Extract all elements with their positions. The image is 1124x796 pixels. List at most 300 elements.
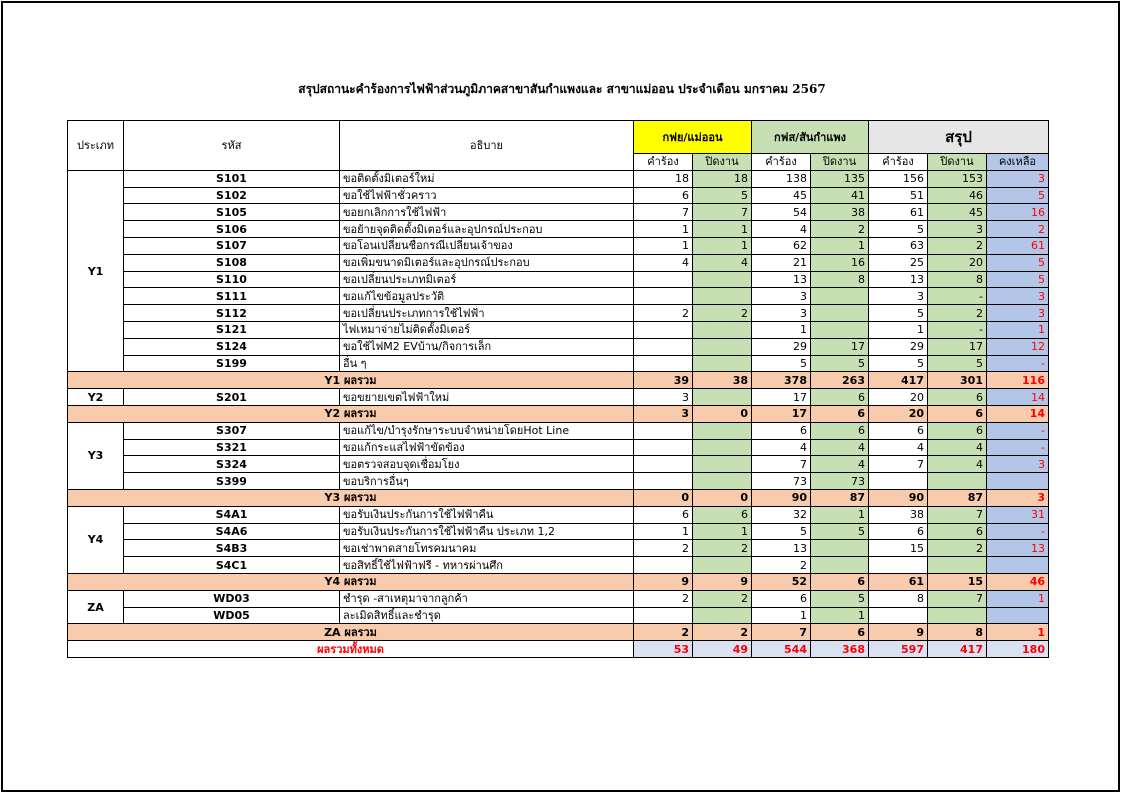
type-cell: Y2 bbox=[68, 389, 124, 406]
remaining-cell: 1 bbox=[987, 590, 1049, 607]
a-closed-cell: 2 bbox=[693, 305, 752, 322]
table-row bbox=[68, 305, 1049, 322]
a-closed-cell bbox=[693, 321, 752, 338]
desc-cell: ขอติดตั้งมิเตอร์ใหม่ bbox=[340, 170, 634, 187]
desc-cell: ขอบริการอื่นๆ bbox=[340, 473, 634, 490]
remaining-cell: 2 bbox=[987, 221, 1049, 238]
s-req-cell: 29 bbox=[869, 338, 928, 355]
subtotal-remaining: 14 bbox=[987, 405, 1049, 422]
remaining-cell: 5 bbox=[987, 254, 1049, 271]
subtotal-a-req: 3 bbox=[634, 405, 693, 422]
header-group-sankamphaeng: กฟส/สันกำแพง bbox=[752, 121, 869, 154]
grand-total-a-req: 53 bbox=[634, 641, 693, 658]
s-req-cell: 5 bbox=[869, 305, 928, 322]
a-closed-cell: 7 bbox=[693, 204, 752, 221]
table-row bbox=[68, 590, 1049, 607]
subtotal-a-req: 0 bbox=[634, 489, 693, 506]
a-closed-cell: 18 bbox=[693, 170, 752, 187]
a-closed-cell: 4 bbox=[693, 254, 752, 271]
s-req-cell: 8 bbox=[869, 590, 928, 607]
s-req-cell: 63 bbox=[869, 237, 928, 254]
a-closed-cell bbox=[693, 355, 752, 372]
desc-cell: ขอรับเงินประกันการใช้ไฟฟ้าคืน ประเภท 1,2 bbox=[340, 523, 634, 540]
subtotal-label: Y1 ผลรวม bbox=[68, 372, 634, 389]
remaining-cell bbox=[987, 473, 1049, 490]
b-req-cell: 62 bbox=[752, 237, 811, 254]
desc-cell: ชำรุด -สาเหตุมาจากลูกค้า bbox=[340, 590, 634, 607]
a-closed-cell: 6 bbox=[693, 506, 752, 523]
grand-total-s-req: 597 bbox=[869, 641, 928, 658]
b-closed-cell: 73 bbox=[811, 473, 869, 490]
s-closed-cell: 8 bbox=[928, 271, 987, 288]
remaining-cell bbox=[987, 607, 1049, 624]
grand-total-a-cl: 49 bbox=[693, 641, 752, 658]
b-req-cell: 3 bbox=[752, 305, 811, 322]
subtotal-remaining: 3 bbox=[987, 489, 1049, 506]
table-row bbox=[68, 338, 1049, 355]
a-closed-cell bbox=[693, 456, 752, 473]
b-req-cell: 32 bbox=[752, 506, 811, 523]
code-cell: S307 bbox=[124, 422, 340, 439]
s-req-cell: 7 bbox=[869, 456, 928, 473]
a-closed-cell: 1 bbox=[693, 523, 752, 540]
desc-cell: ขอย้ายจุดติดตั้งมิเตอร์และอุปกรณ์ประกอบ bbox=[340, 221, 634, 238]
b-closed-cell: 5 bbox=[811, 590, 869, 607]
a-req-cell: 7 bbox=[634, 204, 693, 221]
subtotal-s-cl: 6 bbox=[928, 405, 987, 422]
b-closed-cell: 5 bbox=[811, 355, 869, 372]
desc-cell: ขอสิทธิ์ใช้ไฟฟ้าฟรี - ทหารผ่านศึก bbox=[340, 557, 634, 574]
b-closed-cell: 2 bbox=[811, 221, 869, 238]
a-closed-cell bbox=[693, 338, 752, 355]
s-closed-cell: 2 bbox=[928, 237, 987, 254]
remaining-cell: - bbox=[987, 439, 1049, 456]
a-req-cell: 4 bbox=[634, 254, 693, 271]
code-cell: WD03 bbox=[124, 590, 340, 607]
b-req-cell: 1 bbox=[752, 321, 811, 338]
b-req-cell: 5 bbox=[752, 523, 811, 540]
remaining-cell: 3 bbox=[987, 288, 1049, 305]
subtotal-b-req: 52 bbox=[752, 573, 811, 590]
a-req-cell bbox=[634, 557, 693, 574]
a-closed-cell: 1 bbox=[693, 221, 752, 238]
table-row bbox=[68, 607, 1049, 624]
table-row bbox=[68, 523, 1049, 540]
subtotal-s-req: 417 bbox=[869, 372, 928, 389]
a-req-cell: 2 bbox=[634, 590, 693, 607]
desc-cell: ขอรับเงินประกันการใช้ไฟฟ้าคืน bbox=[340, 506, 634, 523]
a-closed-cell bbox=[693, 271, 752, 288]
s-closed-cell: 6 bbox=[928, 422, 987, 439]
a-req-cell bbox=[634, 607, 693, 624]
subtotal-a-req: 39 bbox=[634, 372, 693, 389]
b-req-cell: 6 bbox=[752, 590, 811, 607]
table-row bbox=[68, 221, 1049, 238]
code-cell: S101 bbox=[124, 170, 340, 187]
table-row bbox=[68, 271, 1049, 288]
subtotal-label: Y3 ผลรวม bbox=[68, 489, 634, 506]
grand-total-row bbox=[68, 641, 1049, 658]
remaining-cell bbox=[987, 557, 1049, 574]
code-cell: S199 bbox=[124, 355, 340, 372]
header-type: ประเภท bbox=[68, 121, 124, 171]
b-req-cell: 73 bbox=[752, 473, 811, 490]
b-closed-cell: 6 bbox=[811, 422, 869, 439]
subtotal-remaining: 116 bbox=[987, 372, 1049, 389]
desc-cell: ขอใช้ไฟฟ้าชั่วคราว bbox=[340, 187, 634, 204]
subtotal-b-cl: 6 bbox=[811, 573, 869, 590]
s-closed-cell: 20 bbox=[928, 254, 987, 271]
header-a-closed: ปิดงาน bbox=[693, 154, 752, 171]
b-closed-cell: 4 bbox=[811, 439, 869, 456]
type-cell: Y4 bbox=[68, 506, 124, 573]
remaining-cell: - bbox=[987, 523, 1049, 540]
remaining-cell: 13 bbox=[987, 540, 1049, 557]
code-cell: S201 bbox=[124, 389, 340, 406]
s-req-cell: 1 bbox=[869, 321, 928, 338]
s-closed-cell bbox=[928, 607, 987, 624]
subtotal-b-req: 7 bbox=[752, 624, 811, 641]
b-closed-cell: 1 bbox=[811, 506, 869, 523]
subtotal-label: ZA ผลรวม bbox=[68, 624, 634, 641]
s-req-cell: 156 bbox=[869, 170, 928, 187]
s-closed-cell: 4 bbox=[928, 456, 987, 473]
b-closed-cell: 16 bbox=[811, 254, 869, 271]
s-closed-cell: 6 bbox=[928, 523, 987, 540]
table-row bbox=[68, 321, 1049, 338]
b-closed-cell bbox=[811, 288, 869, 305]
code-cell: S324 bbox=[124, 456, 340, 473]
a-req-cell bbox=[634, 473, 693, 490]
subtotal-s-cl: 15 bbox=[928, 573, 987, 590]
subtotal-a-req: 2 bbox=[634, 624, 693, 641]
table-row bbox=[68, 254, 1049, 271]
subtotal-row bbox=[68, 405, 1049, 422]
desc-cell: ขอเช่าพาดสายโทรคมนาคม bbox=[340, 540, 634, 557]
header-remaining: คงเหลือ bbox=[987, 154, 1049, 171]
table-row bbox=[68, 557, 1049, 574]
subtotal-remaining: 46 bbox=[987, 573, 1049, 590]
summary-table bbox=[67, 120, 1049, 658]
remaining-cell: - bbox=[987, 422, 1049, 439]
a-req-cell: 1 bbox=[634, 221, 693, 238]
desc-cell: ขอเปลี่ยนประเภทมิเตอร์ bbox=[340, 271, 634, 288]
s-closed-cell: 5 bbox=[928, 355, 987, 372]
b-req-cell: 5 bbox=[752, 355, 811, 372]
a-closed-cell: 2 bbox=[693, 590, 752, 607]
b-closed-cell: 17 bbox=[811, 338, 869, 355]
s-req-cell: 38 bbox=[869, 506, 928, 523]
code-cell: S111 bbox=[124, 288, 340, 305]
a-req-cell: 1 bbox=[634, 237, 693, 254]
b-req-cell: 21 bbox=[752, 254, 811, 271]
s-closed-cell: 3 bbox=[928, 221, 987, 238]
desc-cell: ขอแก้ไขข้อมูลประวัติ bbox=[340, 288, 634, 305]
b-closed-cell bbox=[811, 305, 869, 322]
code-cell: S4A1 bbox=[124, 506, 340, 523]
a-closed-cell bbox=[693, 557, 752, 574]
subtotal-a-cl: 2 bbox=[693, 624, 752, 641]
desc-cell: ขอเปลี่ยนประเภทการใช้ไฟฟ้า bbox=[340, 305, 634, 322]
a-req-cell: 6 bbox=[634, 187, 693, 204]
subtotal-row bbox=[68, 624, 1049, 641]
s-req-cell: 4 bbox=[869, 439, 928, 456]
remaining-cell: - bbox=[987, 355, 1049, 372]
s-closed-cell: 2 bbox=[928, 540, 987, 557]
b-req-cell: 54 bbox=[752, 204, 811, 221]
b-req-cell: 13 bbox=[752, 271, 811, 288]
table-row bbox=[68, 288, 1049, 305]
code-cell: S112 bbox=[124, 305, 340, 322]
table-row bbox=[68, 355, 1049, 372]
a-closed-cell bbox=[693, 607, 752, 624]
remaining-cell: 5 bbox=[987, 187, 1049, 204]
a-closed-cell bbox=[693, 439, 752, 456]
a-req-cell: 2 bbox=[634, 305, 693, 322]
code-cell: S110 bbox=[124, 271, 340, 288]
header-desc: อธิบาย bbox=[340, 121, 634, 171]
remaining-cell: 3 bbox=[987, 456, 1049, 473]
b-closed-cell: 6 bbox=[811, 389, 869, 406]
header-b-closed: ปิดงาน bbox=[811, 154, 869, 171]
s-closed-cell: 6 bbox=[928, 389, 987, 406]
table-row bbox=[68, 204, 1049, 221]
grand-total-label: ผลรวมทั้งหมด bbox=[68, 641, 634, 658]
desc-cell: อื่น ๆ bbox=[340, 355, 634, 372]
b-req-cell: 13 bbox=[752, 540, 811, 557]
s-closed-cell: 45 bbox=[928, 204, 987, 221]
a-req-cell bbox=[634, 288, 693, 305]
s-closed-cell bbox=[928, 557, 987, 574]
a-req-cell bbox=[634, 439, 693, 456]
b-closed-cell bbox=[811, 557, 869, 574]
grand-total-s-cl: 417 bbox=[928, 641, 987, 658]
s-closed-cell: - bbox=[928, 321, 987, 338]
code-cell: S399 bbox=[124, 473, 340, 490]
type-cell: Y1 bbox=[68, 170, 124, 372]
b-closed-cell: 8 bbox=[811, 271, 869, 288]
b-req-cell: 29 bbox=[752, 338, 811, 355]
a-req-cell bbox=[634, 271, 693, 288]
subtotal-s-req: 20 bbox=[869, 405, 928, 422]
table-row bbox=[68, 237, 1049, 254]
a-req-cell bbox=[634, 355, 693, 372]
s-closed-cell: 7 bbox=[928, 590, 987, 607]
table-row bbox=[68, 506, 1049, 523]
grand-total-b-cl: 368 bbox=[811, 641, 869, 658]
subtotal-b-cl: 6 bbox=[811, 624, 869, 641]
b-req-cell: 17 bbox=[752, 389, 811, 406]
s-req-cell: 6 bbox=[869, 523, 928, 540]
subtotal-remaining: 1 bbox=[987, 624, 1049, 641]
b-closed-cell: 135 bbox=[811, 170, 869, 187]
a-req-cell bbox=[634, 456, 693, 473]
b-closed-cell bbox=[811, 540, 869, 557]
s-req-cell: 51 bbox=[869, 187, 928, 204]
s-closed-cell: 7 bbox=[928, 506, 987, 523]
subtotal-b-req: 378 bbox=[752, 372, 811, 389]
s-req-cell bbox=[869, 557, 928, 574]
subtotal-s-req: 90 bbox=[869, 489, 928, 506]
subtotal-s-cl: 8 bbox=[928, 624, 987, 641]
b-req-cell: 138 bbox=[752, 170, 811, 187]
table-row bbox=[68, 170, 1049, 187]
subtotal-row bbox=[68, 372, 1049, 389]
code-cell: S106 bbox=[124, 221, 340, 238]
subtotal-label: Y2 ผลรวม bbox=[68, 405, 634, 422]
subtotal-b-cl: 263 bbox=[811, 372, 869, 389]
desc-cell: ขอยกเลิกการใช้ไฟฟ้า bbox=[340, 204, 634, 221]
subtotal-b-cl: 6 bbox=[811, 405, 869, 422]
s-req-cell: 5 bbox=[869, 221, 928, 238]
desc-cell: ขอแก้ไข/บำรุงรักษาระบบจำหน่ายโดยHot Line bbox=[340, 422, 634, 439]
b-closed-cell: 5 bbox=[811, 523, 869, 540]
report-title: สรุปสถานะคำร้องการไฟฟ้าส่วนภูมิภาคสาขาสันกำแพงและ สาขาแม่ออน ประจำเดือน มกราคม 2567 bbox=[298, 82, 826, 96]
code-cell: WD05 bbox=[124, 607, 340, 624]
desc-cell: ขอแก้กระแสไฟฟ้าขัดข้อง bbox=[340, 439, 634, 456]
header-a-req: คำร้อง bbox=[634, 154, 693, 171]
remaining-cell: 61 bbox=[987, 237, 1049, 254]
code-cell: S124 bbox=[124, 338, 340, 355]
s-req-cell: 15 bbox=[869, 540, 928, 557]
subtotal-s-cl: 301 bbox=[928, 372, 987, 389]
subtotal-b-req: 17 bbox=[752, 405, 811, 422]
s-req-cell: 3 bbox=[869, 288, 928, 305]
subtotal-a-cl: 0 bbox=[693, 489, 752, 506]
a-closed-cell bbox=[693, 389, 752, 406]
subtotal-label: Y4 ผลรวม bbox=[68, 573, 634, 590]
s-req-cell bbox=[869, 473, 928, 490]
s-req-cell: 6 bbox=[869, 422, 928, 439]
code-cell: S4A6 bbox=[124, 523, 340, 540]
a-req-cell: 18 bbox=[634, 170, 693, 187]
remaining-cell: 12 bbox=[987, 338, 1049, 355]
b-req-cell: 4 bbox=[752, 439, 811, 456]
code-cell: S4B3 bbox=[124, 540, 340, 557]
s-closed-cell: 153 bbox=[928, 170, 987, 187]
code-cell: S321 bbox=[124, 439, 340, 456]
remaining-cell: 3 bbox=[987, 170, 1049, 187]
a-req-cell: 6 bbox=[634, 506, 693, 523]
remaining-cell: 3 bbox=[987, 305, 1049, 322]
code-cell: S121 bbox=[124, 321, 340, 338]
remaining-cell: 16 bbox=[987, 204, 1049, 221]
desc-cell: ขอขยายเขตไฟฟ้าใหม่ bbox=[340, 389, 634, 406]
s-req-cell bbox=[869, 607, 928, 624]
b-req-cell: 2 bbox=[752, 557, 811, 574]
subtotal-row bbox=[68, 489, 1049, 506]
remaining-cell: 5 bbox=[987, 271, 1049, 288]
a-req-cell bbox=[634, 422, 693, 439]
subtotal-b-req: 90 bbox=[752, 489, 811, 506]
b-closed-cell: 4 bbox=[811, 456, 869, 473]
table-row bbox=[68, 473, 1049, 490]
type-cell: Y3 bbox=[68, 422, 124, 489]
s-closed-cell: 46 bbox=[928, 187, 987, 204]
desc-cell: ขอตรวจสอบจุดเชื่อมโยง bbox=[340, 456, 634, 473]
desc-cell: ละเมิดสิทธิ์และชำรุด bbox=[340, 607, 634, 624]
subtotal-s-cl: 87 bbox=[928, 489, 987, 506]
desc-cell: ขอเพิ่มขนาดมิเตอร์และอุปกรณ์ประกอบ bbox=[340, 254, 634, 271]
s-closed-cell: 4 bbox=[928, 439, 987, 456]
s-closed-cell: 2 bbox=[928, 305, 987, 322]
s-closed-cell bbox=[928, 473, 987, 490]
a-req-cell bbox=[634, 321, 693, 338]
b-closed-cell bbox=[811, 321, 869, 338]
b-closed-cell: 38 bbox=[811, 204, 869, 221]
subtotal-s-req: 61 bbox=[869, 573, 928, 590]
s-req-cell: 25 bbox=[869, 254, 928, 271]
type-cell: ZA bbox=[68, 590, 124, 624]
table-row bbox=[68, 187, 1049, 204]
remaining-cell: 1 bbox=[987, 321, 1049, 338]
remaining-cell: 14 bbox=[987, 389, 1049, 406]
b-closed-cell: 1 bbox=[811, 607, 869, 624]
header-code: รหัส bbox=[124, 121, 340, 171]
a-closed-cell: 2 bbox=[693, 540, 752, 557]
subtotal-a-cl: 9 bbox=[693, 573, 752, 590]
b-closed-cell: 1 bbox=[811, 237, 869, 254]
table-body bbox=[68, 170, 1049, 657]
grand-total-b-req: 544 bbox=[752, 641, 811, 658]
subtotal-s-req: 9 bbox=[869, 624, 928, 641]
a-req-cell: 1 bbox=[634, 523, 693, 540]
b-req-cell: 1 bbox=[752, 607, 811, 624]
s-req-cell: 13 bbox=[869, 271, 928, 288]
subtotal-b-cl: 87 bbox=[811, 489, 869, 506]
s-req-cell: 20 bbox=[869, 389, 928, 406]
subtotal-row bbox=[68, 573, 1049, 590]
grand-total-rem: 180 bbox=[987, 641, 1049, 658]
b-req-cell: 4 bbox=[752, 221, 811, 238]
code-cell: S107 bbox=[124, 237, 340, 254]
a-req-cell bbox=[634, 338, 693, 355]
s-req-cell: 5 bbox=[869, 355, 928, 372]
a-closed-cell: 5 bbox=[693, 187, 752, 204]
header-b-req: คำร้อง bbox=[752, 154, 811, 171]
code-cell: S108 bbox=[124, 254, 340, 271]
a-closed-cell bbox=[693, 288, 752, 305]
a-closed-cell: 1 bbox=[693, 237, 752, 254]
subtotal-a-cl: 0 bbox=[693, 405, 752, 422]
table-row bbox=[68, 439, 1049, 456]
desc-cell: ไฟเหมาจ่ายไม่ติดตั้งมิเตอร์ bbox=[340, 321, 634, 338]
desc-cell: ขอใช้ไฟM2 EVบ้าน/กิจการเล็ก bbox=[340, 338, 634, 355]
code-cell: S105 bbox=[124, 204, 340, 221]
table-row bbox=[68, 389, 1049, 406]
header-s-req: คำร้อง bbox=[869, 154, 928, 171]
a-closed-cell bbox=[693, 422, 752, 439]
subtotal-a-req: 9 bbox=[634, 573, 693, 590]
s-closed-cell: - bbox=[928, 288, 987, 305]
a-req-cell: 3 bbox=[634, 389, 693, 406]
remaining-cell: 31 bbox=[987, 506, 1049, 523]
a-closed-cell bbox=[693, 473, 752, 490]
header-group-summary: สรุป bbox=[869, 121, 1049, 154]
table-row bbox=[68, 540, 1049, 557]
code-cell: S102 bbox=[124, 187, 340, 204]
s-req-cell: 61 bbox=[869, 204, 928, 221]
header-s-closed: ปิดงาน bbox=[928, 154, 987, 171]
table-row bbox=[68, 422, 1049, 439]
b-req-cell: 45 bbox=[752, 187, 811, 204]
a-req-cell: 2 bbox=[634, 540, 693, 557]
code-cell: S4C1 bbox=[124, 557, 340, 574]
b-req-cell: 6 bbox=[752, 422, 811, 439]
b-closed-cell: 41 bbox=[811, 187, 869, 204]
b-req-cell: 3 bbox=[752, 288, 811, 305]
header-group-maeon: กฟย/แม่ออน bbox=[634, 121, 752, 154]
